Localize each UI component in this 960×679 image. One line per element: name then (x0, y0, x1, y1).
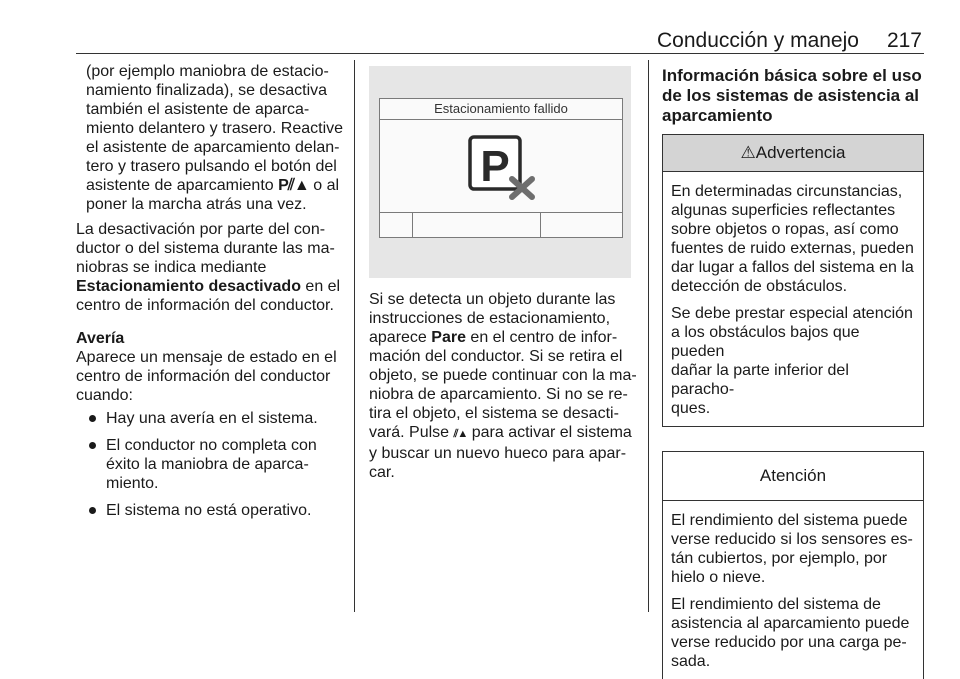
parking-failed-icon (468, 135, 538, 201)
list-item: El sistema no está operativo. (76, 501, 344, 520)
symbol-letter: P (480, 142, 510, 191)
text-line: poner la marcha atrás una vez. (86, 196, 307, 213)
page-number: 217 (886, 29, 922, 52)
screen-segment (412, 213, 413, 237)
list-item: El conductor no completa con éxito la maniobra de aparca- miento. (76, 436, 344, 493)
text-line: tero y trasero pulsando el botón del (86, 158, 337, 175)
screen-segment (540, 213, 541, 237)
park-assist-icon: ⫽▲ (453, 428, 468, 440)
text-line: namiento finalizada), se desactiva (86, 82, 328, 99)
warning-body: En determinadas circunstancias, algunas superficies reflectantes sobre objetos o ropas, así como fuentes de ruido externas, pueden dar lugar a fallos del sistema en la detección de obstáculos. Se debe prestar especial atención a los obstáculos bajos que pueden dañar la parte inferior del paracho- ques. (671, 183, 914, 417)
warning-box (662, 134, 924, 427)
fault-list (76, 409, 344, 520)
running-header-title: Conducción y manejo (657, 29, 859, 52)
text-line: miento delantero y trasero. Reactive (86, 120, 344, 137)
display-illustration (369, 66, 631, 278)
text-line: asistente de aparcamiento (86, 177, 279, 194)
stop-message: Pare (431, 329, 466, 346)
warning-triangle-icon: ⚠ (740, 143, 756, 162)
warning-title: Advertencia (755, 143, 846, 162)
column-divider-1 (354, 60, 355, 612)
column-2 (369, 66, 637, 490)
attention-box (662, 451, 924, 679)
attention-header: Atención (663, 452, 923, 501)
header-rule (76, 53, 924, 54)
continued-paragraph (76, 62, 344, 214)
park-assist-icon: P⫽▲ (278, 177, 309, 194)
column-1 (76, 62, 344, 528)
section-heading: Información básica sobre el uso de los sistemas de asistencia al aparcamiento (662, 66, 922, 125)
warning-header (663, 135, 923, 172)
fault-section: Avería Aparece un mensaje de estado en el centro de información del conductor cuando: (76, 330, 337, 404)
screen-bottom-bar (380, 212, 622, 237)
fault-heading: Avería (76, 330, 125, 347)
attention-body: El rendimiento del sistema puede verse reducido si los sensores es- tán cubiertos, por ejemplo, por hielo o nieve. El rendimiento del sistema de asistencia al aparcamiento puede verse reducido por una carga pe- sada. (671, 512, 913, 670)
stop-paragraph: Si se detecta un objeto durante las instrucciones de estacionamiento, aparece Pare en el centro de infor- mación del conductor. Si se retira el objeto, se puede continuar con la ma- niobra de aparcamiento. Si no se re- tira el objeto, el sistema se desacti- vará. Pulse ⫽▲ para activar el sistema y buscar un nuevo hueco para apar- car. (369, 291, 637, 481)
text-line: (por ejemplo maniobra de estacio- (86, 63, 329, 80)
deactivation-paragraph: La desactivación por parte del con- ductor o del sistema durante las ma- niobras se indica mediante Estacionamiento desactivado en el centro de información del conductor. (76, 221, 341, 314)
text-line: o al (308, 177, 340, 194)
list-item: Hay una avería en el sistema. (76, 409, 344, 428)
screen-title: Estacionamiento fallido (380, 99, 622, 120)
text-line: también el asistente de aparca- (86, 101, 310, 118)
text-line: el asistente de aparcamiento delan- (86, 139, 340, 156)
deactivated-message: Estacionamiento desactivado (76, 278, 301, 295)
info-display-screen (379, 98, 623, 238)
column-3 (662, 66, 924, 679)
column-divider-2 (648, 60, 649, 612)
